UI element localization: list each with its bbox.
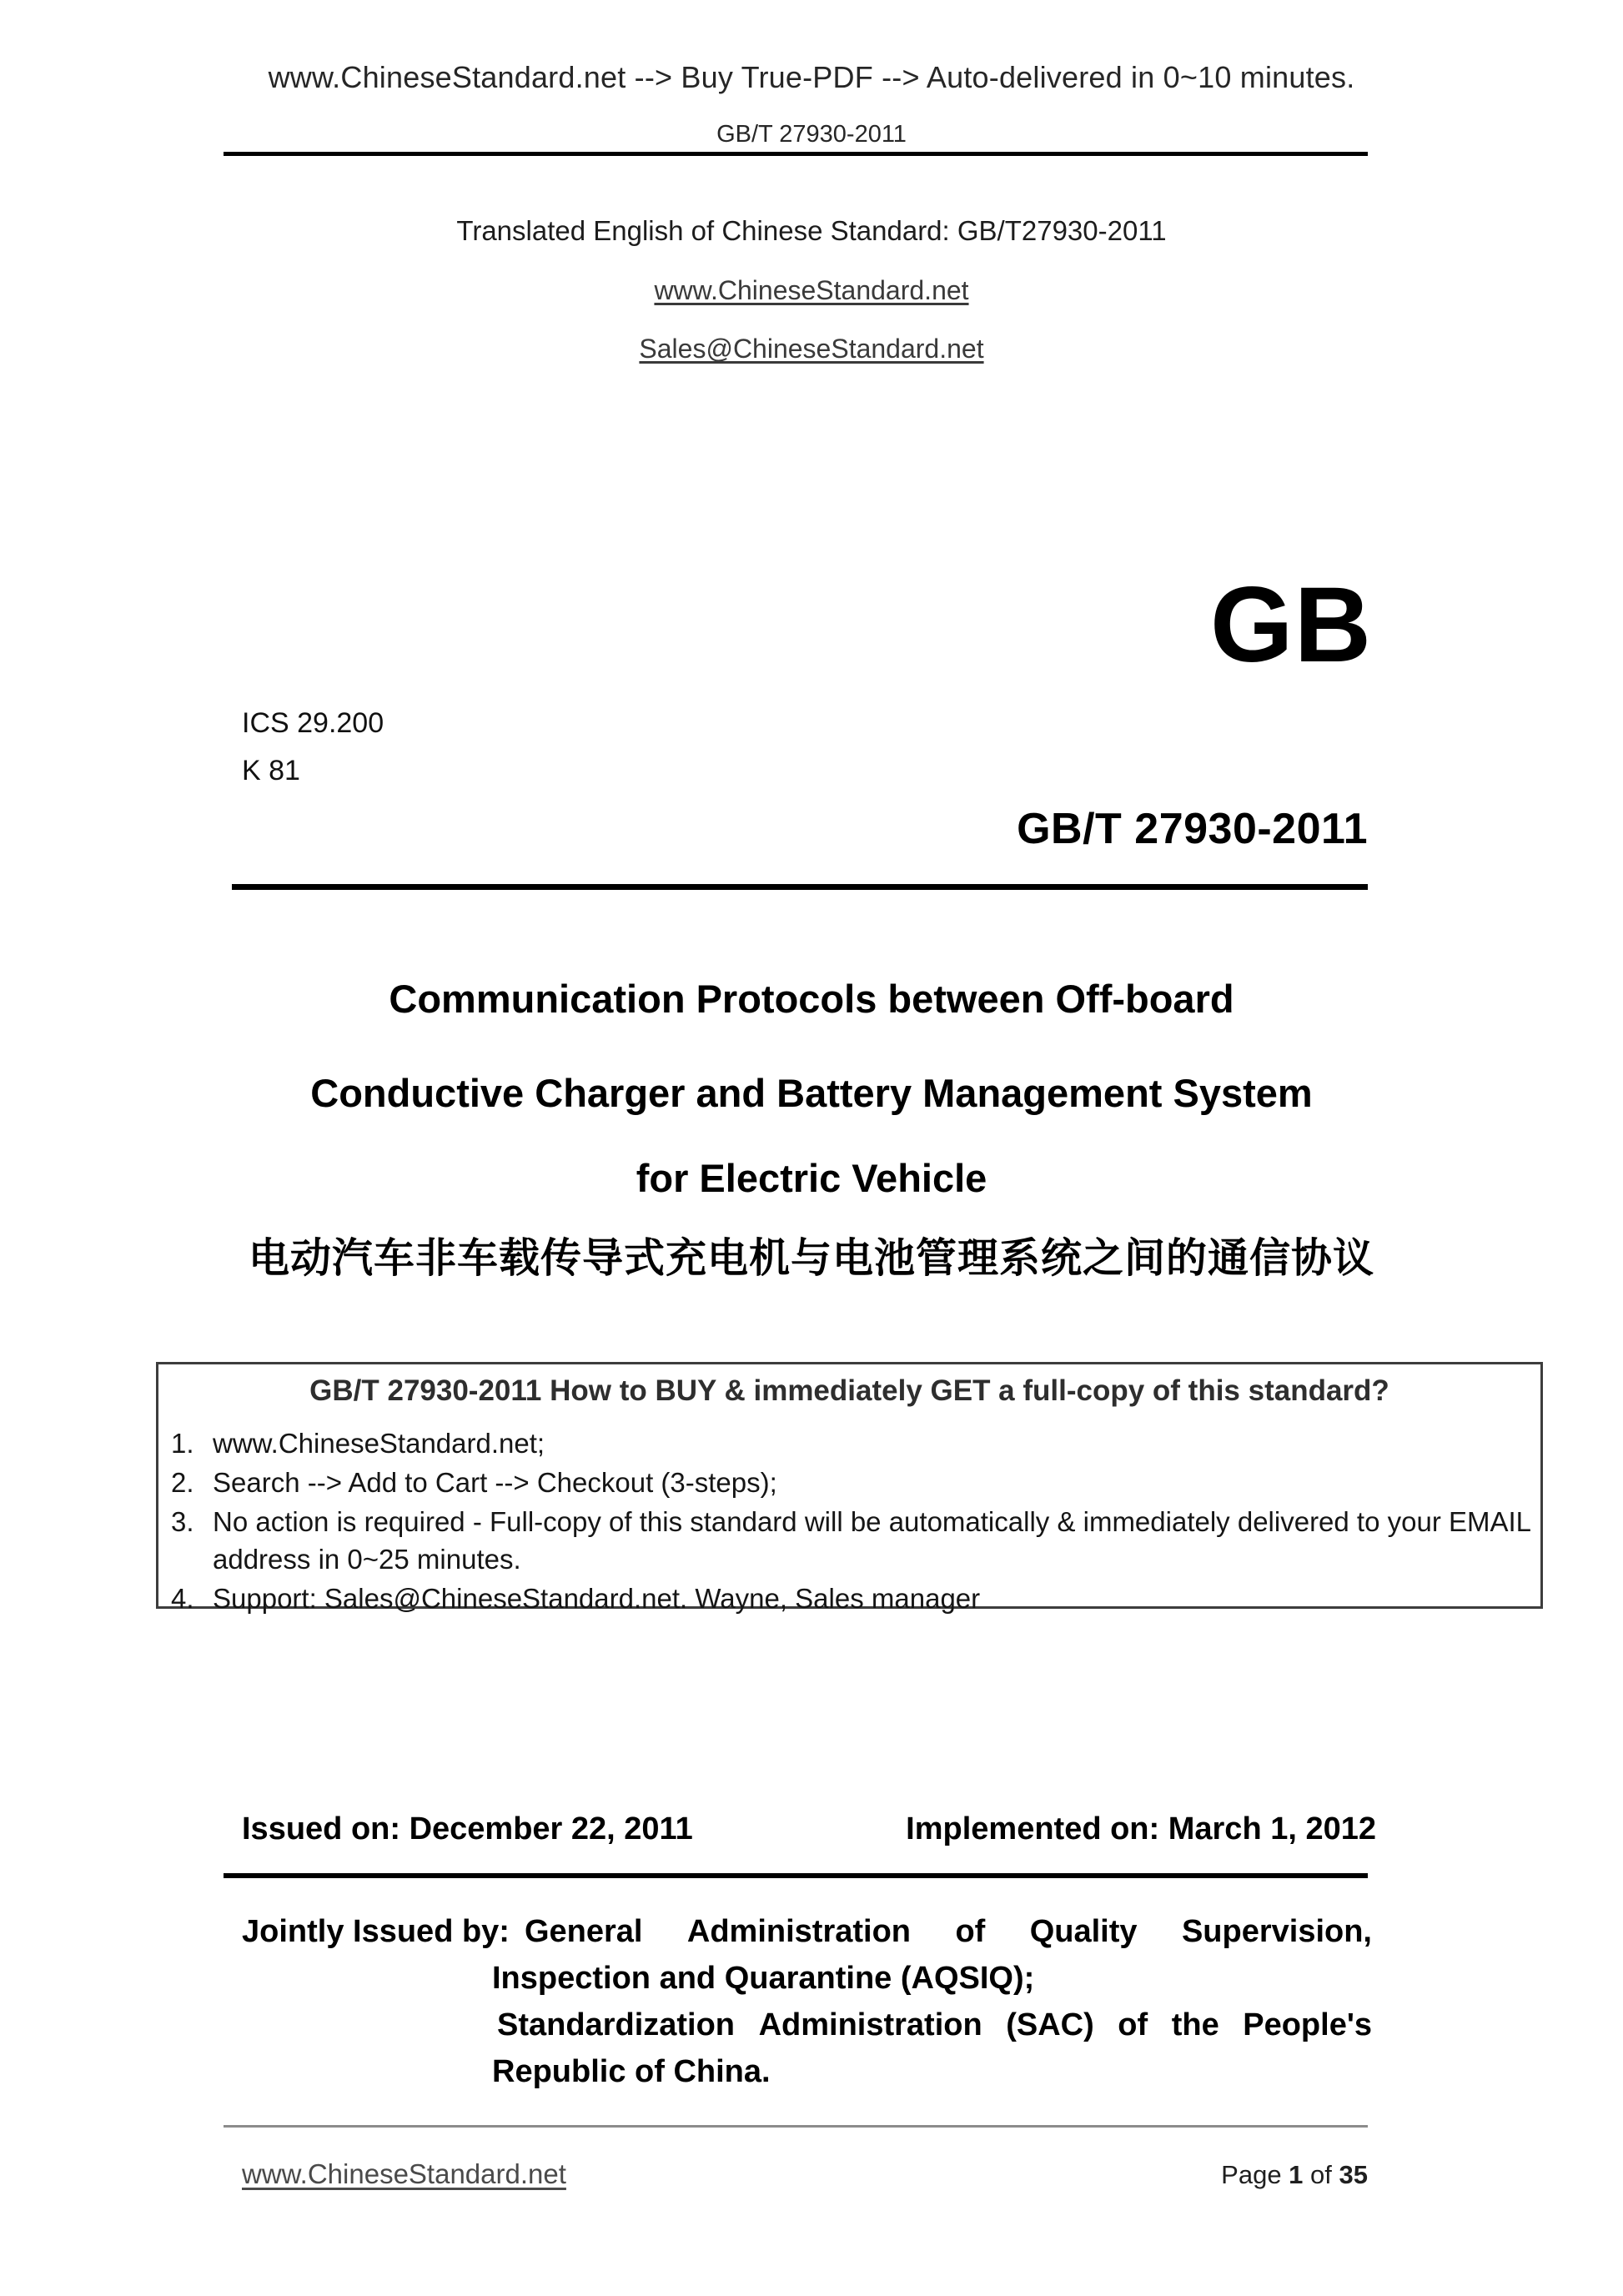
website-link-text[interactable]: www.ChineseStandard.net (654, 275, 969, 305)
issuer-word: Quality (1029, 1914, 1138, 1949)
how-to-buy-list (164, 1424, 1536, 1619)
list-item (164, 1580, 1536, 1617)
email-link (0, 334, 1623, 364)
list-item (164, 1464, 1536, 1501)
page-total-number: 35 (1339, 2160, 1368, 2189)
list-item-text: No action is required - Full-copy of this standard will be automatically & immediately delivered to your EMAIL address in 0~25 minutes. (213, 1506, 1530, 1575)
ics-code: ICS 29.200 (242, 707, 384, 739)
email-link-text[interactable]: Sales@ChineseStandard.net (639, 334, 984, 364)
title-english-line-2: Conductive Charger and Battery Management System (310, 1071, 1313, 1115)
jointly-issued-by-label: Jointly Issued by: (242, 1914, 510, 1949)
issuer-word: General (524, 1914, 643, 1949)
page-current-number: 1 (1289, 2160, 1304, 2189)
issuer-word: Supervision, (1181, 1914, 1372, 1949)
gb-logo: GB (1210, 565, 1372, 685)
header-standard-number: GB/T 27930-2011 (716, 121, 907, 148)
issuing-authority-line-4: Republic of China. (492, 2054, 771, 2089)
issuer-word: of (1118, 2007, 1148, 2042)
issuer-word: the (1171, 2007, 1219, 2042)
title-english-line-3: for Electric Vehicle (636, 1156, 987, 1200)
footer-divider-rule (224, 2125, 1368, 2128)
issuing-authority-line-2: Inspection and Quarantine (AQSIQ); (492, 1961, 1035, 1996)
ccs-code: K 81 (242, 755, 300, 786)
title-english-line-1: Communication Protocols between Off-board (389, 977, 1234, 1021)
issuing-authority-block (242, 1908, 1372, 2095)
how-to-buy-title: GB/T 27930-2011 How to BUY & immediately GET a full-copy of this standard? (309, 1374, 1389, 1407)
list-item-text: Support: Sales@ChineseStandard.net. Wayne, Sales manager (213, 1583, 981, 1614)
list-item-text: www.ChineseStandard.net; (213, 1428, 545, 1459)
list-item (164, 1424, 1536, 1462)
list-item-number: 1. (171, 1428, 194, 1459)
how-to-buy-box (156, 1362, 1543, 1614)
title-chinese: 电动汽车非车载传导式充电机与电池管理系统之间的通信协议 (248, 1236, 1374, 1281)
footer-website-link[interactable]: www.ChineseStandard.net (242, 2158, 566, 2189)
standard-number: GB/T 27930-2011 (1017, 805, 1368, 853)
website-link (0, 275, 1623, 306)
issue-dates-divider-rule (224, 1873, 1368, 1878)
issuer-word: (SAC) (1006, 2007, 1094, 2042)
issuing-authority-line-3 (242, 2002, 1372, 2048)
issued-on-date: Issued on: December 22, 2011 (242, 1811, 693, 1846)
issuer-word: Administration (686, 1914, 912, 1949)
list-item (164, 1503, 1536, 1578)
list-item-text: Search --> Add to Cart --> Checkout (3-steps); (213, 1467, 777, 1498)
page-label-middle: of (1303, 2160, 1339, 2189)
issuer-word: Standardization (497, 2007, 736, 2042)
list-item-number: 4. (171, 1583, 194, 1614)
page-indicator (917, 2160, 1368, 2190)
issuer-word: Administration (758, 2007, 982, 2042)
promo-banner: www.ChineseStandard.net --> Buy True-PDF --> Auto-delivered in 0~10 minutes. (268, 60, 1355, 94)
translated-standard-line: Translated English of Chinese Standard: GB/T27930-2011 (456, 215, 1167, 246)
implemented-on-date: Implemented on: March 1, 2012 (906, 1811, 1376, 1846)
header-divider-rule (224, 152, 1368, 156)
page-label-prefix: Page (1221, 2160, 1289, 2189)
standard-number-divider-rule (232, 884, 1368, 890)
issuer-word: of (955, 1914, 986, 1949)
list-item-number: 2. (171, 1467, 194, 1498)
list-item-number: 3. (171, 1506, 194, 1537)
issuer-word: People's (1243, 2007, 1372, 2042)
issuing-authority-line-1 (242, 1908, 1372, 1955)
